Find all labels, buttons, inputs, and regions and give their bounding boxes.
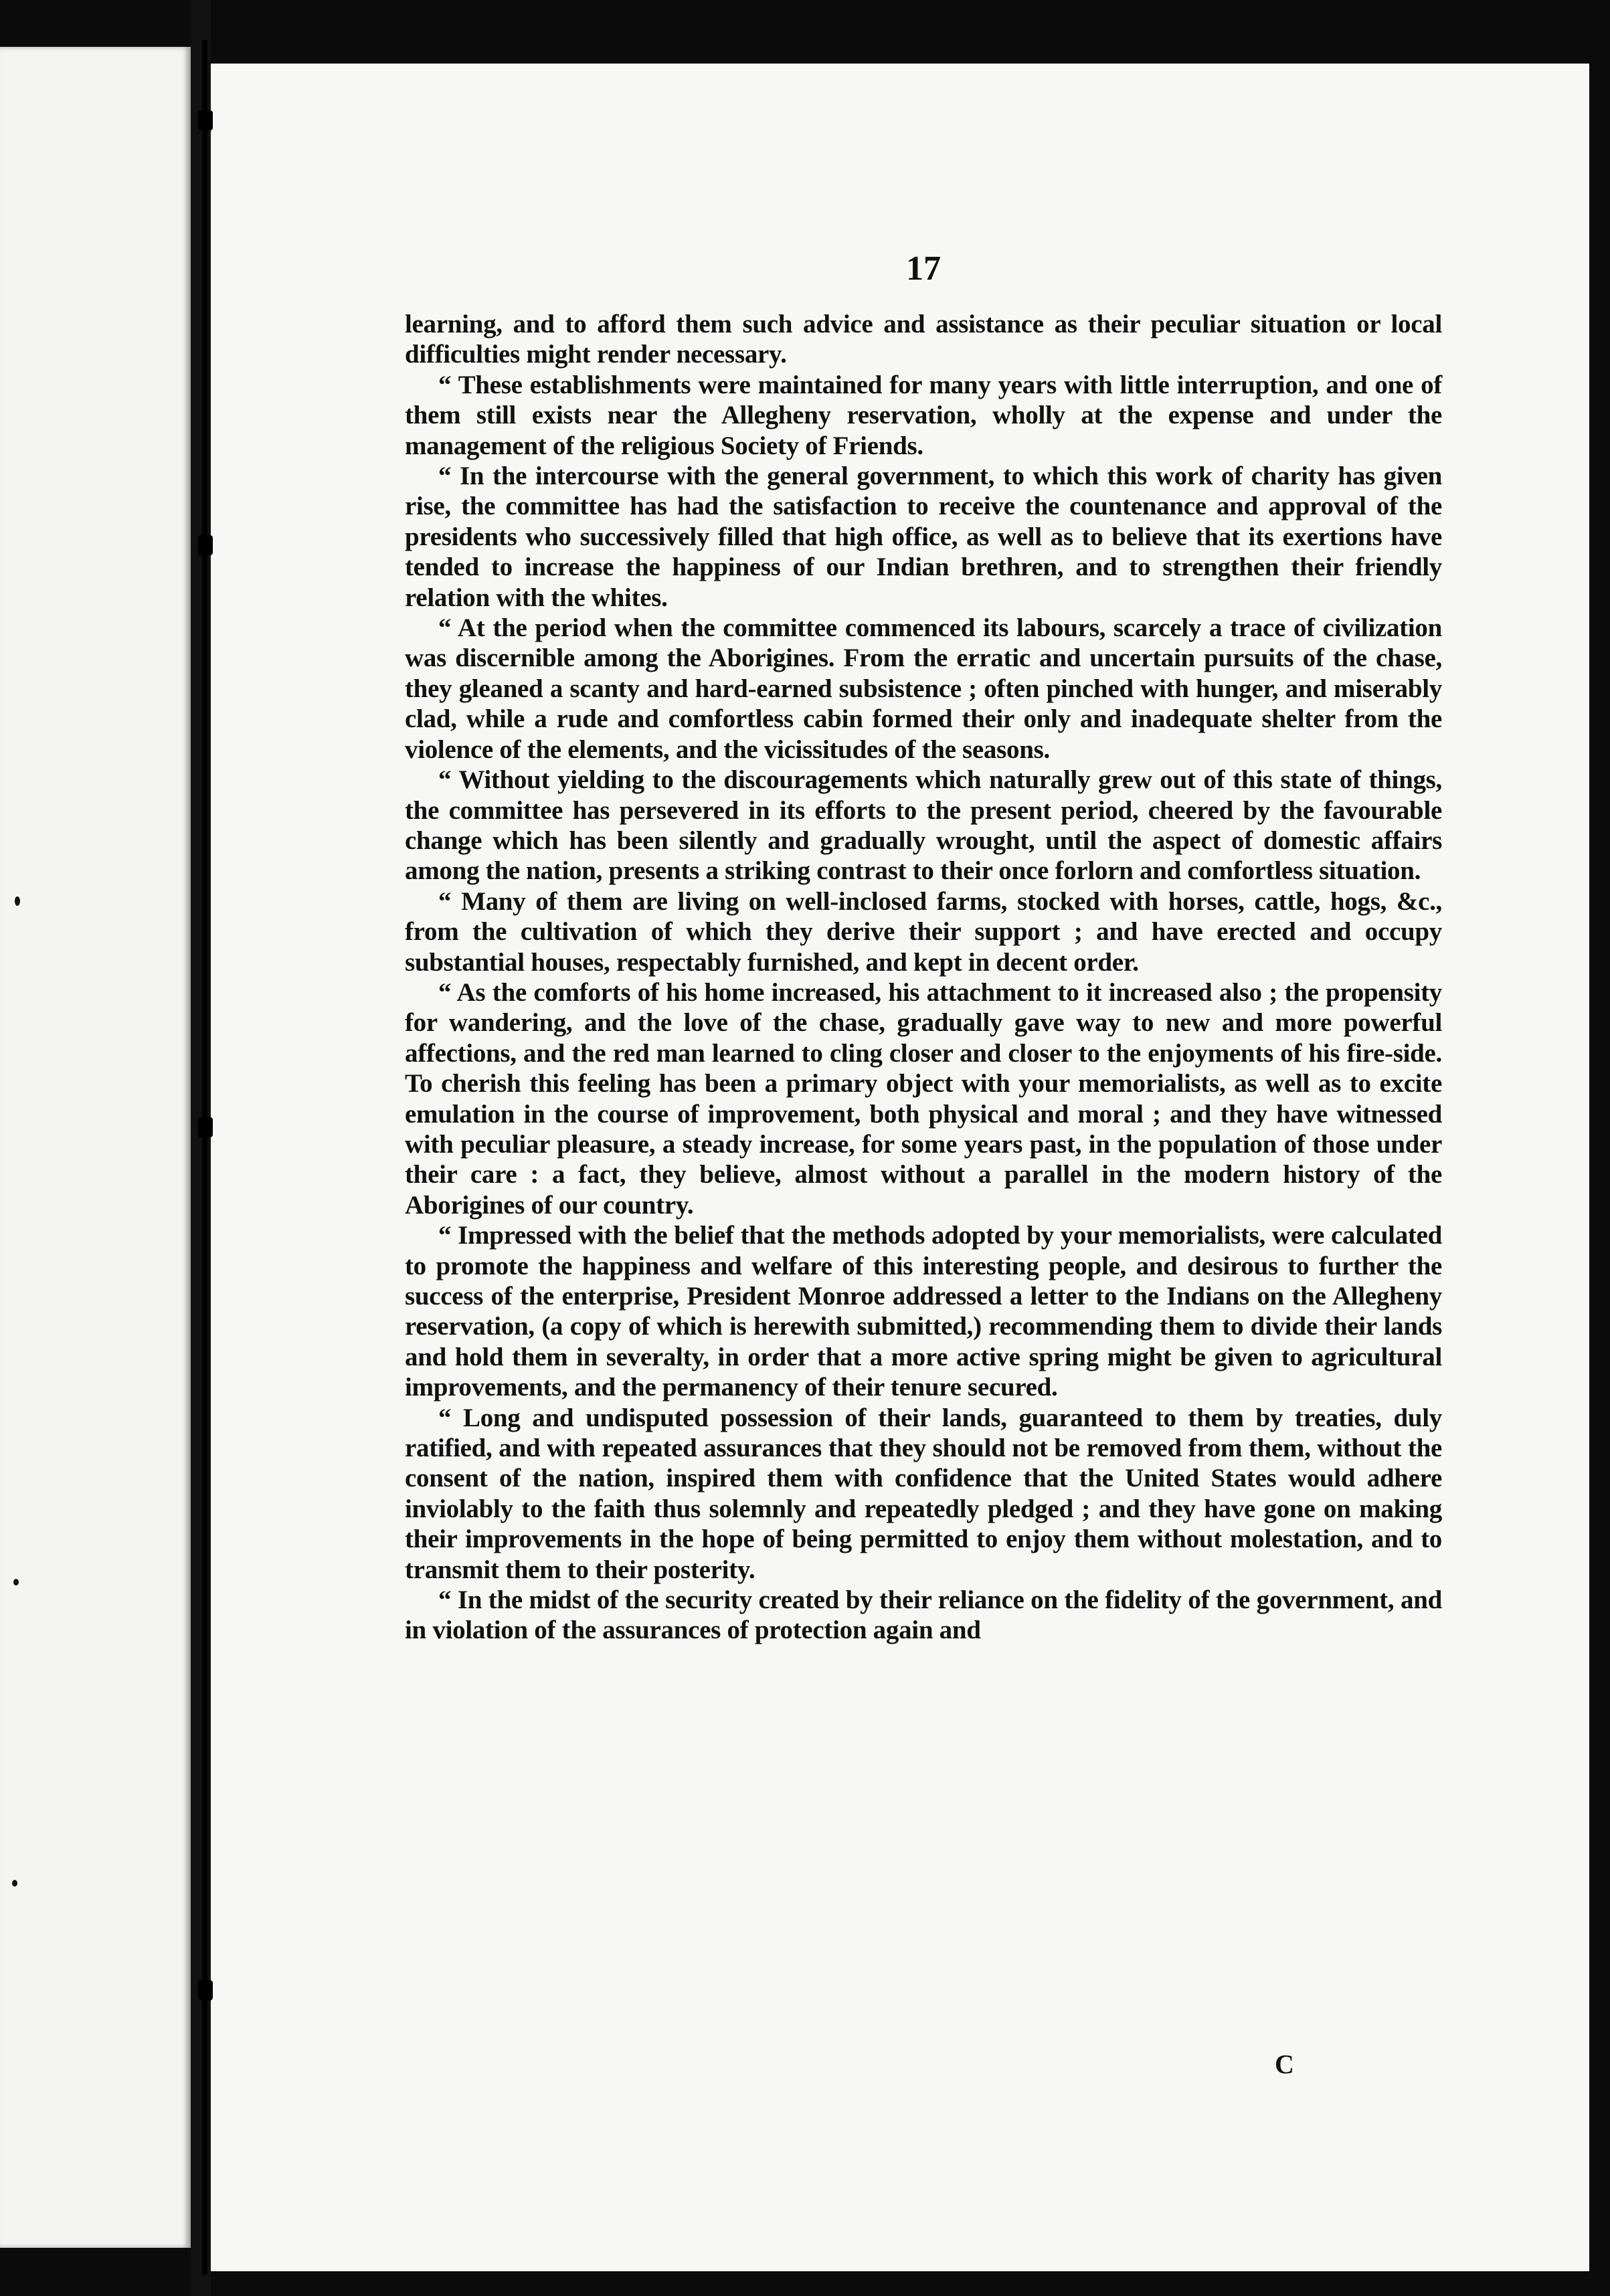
- paragraph: “ In the midst of the security created by their reliance on the fidelity of the government, and in violation of the assurances of protection again and: [405, 1586, 1442, 1645]
- binding-stitch: [198, 110, 213, 130]
- paragraph: “ In the intercourse with the general government, to which this work of charity has given rise, the committee has had the satisfaction to receive the countenance and approval of the presidents who successively filled that high office, as well as to believe that its exertions have tended to increase the happiness of our Indian brethren, and to strengthen their friendly relation with the whites.: [405, 462, 1442, 612]
- binding-gutter: [191, 0, 211, 2296]
- binding-stitch: [198, 1980, 213, 2000]
- binding-stitch: [198, 535, 213, 555]
- scan-speck: [15, 896, 20, 906]
- paragraph: learning, and to afford them such advice and assistance as their peculiar situation or local difficulties might render necessary.: [405, 310, 1442, 369]
- scan-speck: [12, 1880, 17, 1887]
- scan-speck: [13, 1579, 19, 1586]
- binding-stitch: [198, 1117, 213, 1137]
- paragraph: “ These establishments were maintained for many years with little interruption, and one of them still exists near the Allegheny reservation, wholly at the expense and under the management of the religious Society of Friends.: [405, 370, 1442, 460]
- paragraph: “ At the period when the committee commenced its labours, scarcely a trace of civilization was discernible among the Aborigines. From the erratic and uncertain pursuits of the chase, they gleaned a scanty and hard-earned subsistence ; often pinched with hunger, and miserably clad, while a rude and comfortless cabin formed their only and inadequate shelter from the violence of the elements, and the vicissitudes of the seasons.: [405, 613, 1442, 764]
- paragraph: “ Many of them are living on well-inclosed farms, stocked with horses, cattle, hogs, &c., from the cultivation of which they derive their support ; and have erected and occupy substantial houses, respectably furnished, and kept in decent order.: [405, 886, 1442, 977]
- facing-page-edge: [0, 47, 191, 2248]
- paragraph: “ Impressed with the belief that the methods adopted by your memorialists, were calculated to promote the happiness and welfare of this interesting people, and desirous to further the success of the enterprise, President Monroe addressed a letter to the Indians on the Allegheny reservation, (a copy of which is herewith submitted,) recommending them to divide their lands and hold them in severalty, in order that a more active spring might be given to agricultural improvements, and the permanency of their tenure secured.: [405, 1221, 1442, 1402]
- paragraph: “ Long and undisputed possession of their lands, guaranteed to them by treaties, duly ratified, and with repeated assurances that they should not be removed from them, without the consent of the nation, inspired them with confidence that the United States would adhere inviolably to the faith thus solemnly and repeatedly pledged ; and they have gone on making their improvements in the hope of being permitted to enjoy them without molestation, and to transmit them to their posterity.: [405, 1403, 1442, 1584]
- body-text: [405, 309, 1442, 1995]
- binding-thread: [202, 40, 207, 2275]
- signature-mark: C: [1275, 2049, 1294, 2079]
- paragraph: “ As the comforts of his home increased, his attachment to it increased also ; the propensity for wandering, and the love of the chase, gradually gave way to new and more powerful affections, and the red man learned to cling closer and closer to the enjoyments of his fire-side. To cherish this feeling has been a primary object with your memorialists, as well as to excite emulation in the course of improvement, both physical and moral ; and they have witnessed with peculiar pleasure, a steady increase, for some years past, in the population of those under their care : a fact, they believe, almost without a parallel in the modern history of the Aborigines of our country.: [405, 977, 1442, 1220]
- paragraph: “ Without yielding to the discouragements which naturally grew out of this state of things, the committee has persevered in its efforts to the present period, cheered by the favourable change which has been silently and gradually wrought, until the aspect of domestic affairs among the nation, presents a striking contrast to their once forlorn and comfortless situation.: [405, 765, 1442, 886]
- page-number: 17: [906, 250, 941, 288]
